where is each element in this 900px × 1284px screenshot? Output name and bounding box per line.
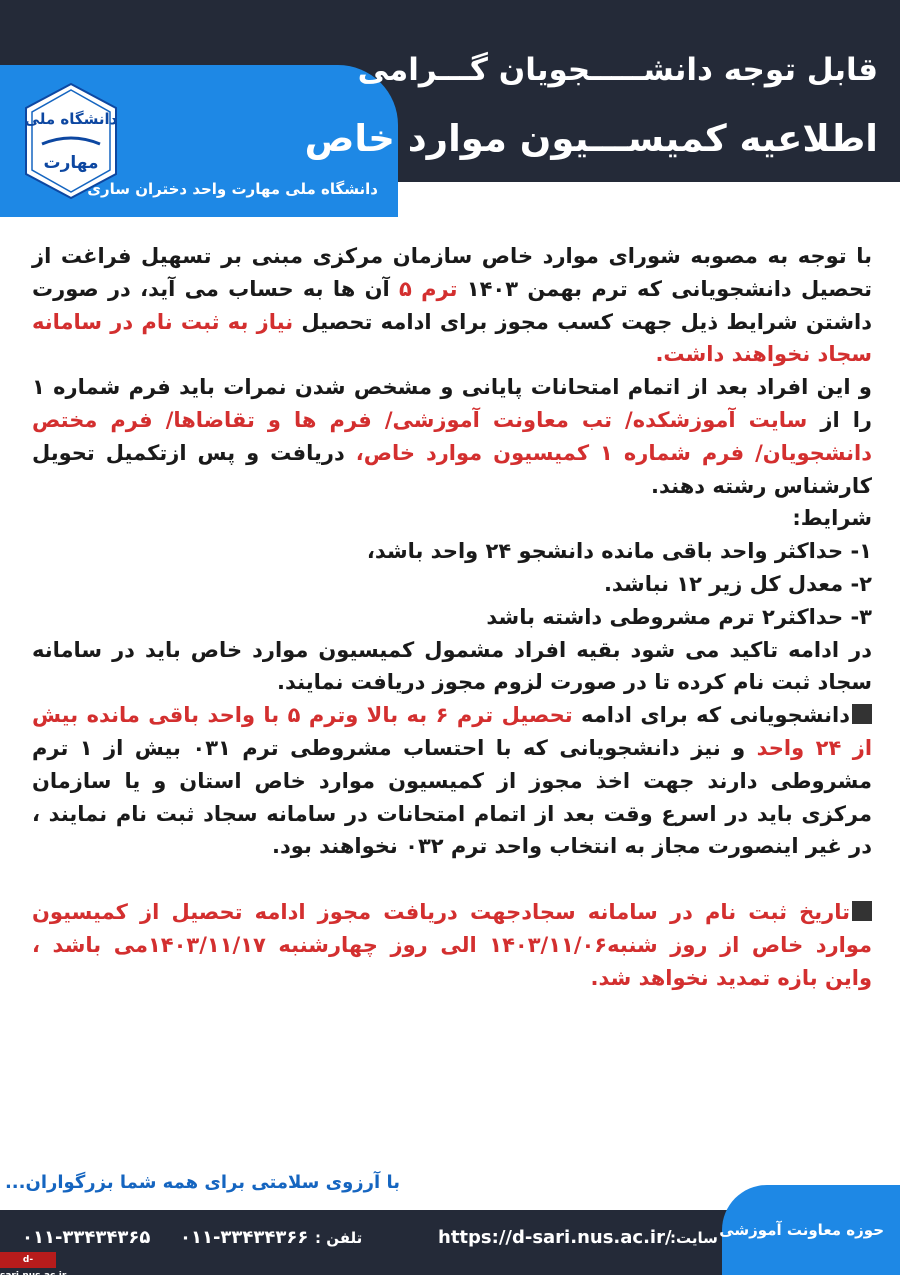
logo-text-top: دانشگاه ملی	[24, 110, 118, 128]
condition-2: ۲- معدل کل زیر ۱۲ نباشد.	[603, 571, 872, 596]
p5-registration-dates: تاریخ ثبت نام در سامانه سجادجهت دریافت مجوز ادامه تحصیل از کمیسیون موارد خاص از روز شنبه۱۴۰۳/۱۱/۰۶ الی روز چهارشنبه ۱۴۰۳/۱۱/۱۷می باشد ، واین بازه تمدید نخواهد شد.	[32, 900, 873, 990]
p1-highlight-no-registration: نیاز به ثبت نام در سامانه سجاد نخواهند داشت.	[32, 309, 872, 367]
condition-1: ۱- حداکثر واحد باقی مانده دانشجو ۲۴ واحد باشد،	[366, 539, 872, 564]
p4-text-b: و نیز دانشجویانی که با احتساب مشروطی ترم ۰۳۱ بیش از ۱ ترم مشروطی دارند جهت اخذ مجوز از کمیسیون موارد خاص استان و یا سازمان مرکزی باید در اسرع وقت بعد از اتمام امتحانات در سامانه سجاد ثبت نام نمایند ، در غیر اینصورت مجاز به انتخاب واحد ترم ۰۳۲ نخواهند بود.	[32, 735, 872, 859]
footer-department: حوزه معاونت آموزشی	[719, 1221, 884, 1239]
closing-wish: با آرزوی سلامتی برای همه شما بزرگواران...	[4, 1172, 400, 1193]
p1-text-b: آن ها به حساب می آید، در صورت داشتن شرایط ذیل جهت کسب مجوز برای ادامه تحصیل	[32, 276, 872, 334]
paragraph-3: در ادامه تاکید می شود بقیه افراد مشمول کمیسیون موارد خاص باید در سامانه سجاد ثبت نام کرده تا در صورت لزوم مجوز دریافت نمایند.	[32, 637, 872, 695]
conditions-title: شرایط:	[792, 506, 872, 531]
footer-phone-label: تلفن :	[315, 1229, 363, 1247]
footer-site-label: سایت:	[670, 1229, 718, 1247]
p1-highlight-term: ترم ۵	[399, 276, 458, 301]
square-bullet-icon	[852, 901, 872, 921]
square-bullet-icon	[852, 704, 872, 724]
condition-3: ۳- حداکثر۲ ترم مشروطی داشته باشد	[486, 604, 872, 629]
header-title-line1: قابل توجه دانشـــــجویان گـــرامی	[357, 52, 878, 88]
p4-text-a: دانشجویانی که برای ادامه	[572, 703, 850, 728]
university-name: دانشگاه ملی مهارت واحد دختران ساری	[87, 180, 378, 198]
paragraph-4	[32, 699, 872, 863]
p2-text-a: و این افراد بعد از اتمام امتحانات پایانی و مشخص شدن نمرات باید فرم شماره ۱ را از	[32, 375, 872, 432]
p1-text-a: با توجه به مصوبه شورای موارد خاص سازمان مرکزی مبنی بر تسهیل فراغت از تحصیل دانشجویانی که ترم بهمن ۱۴۰۳	[32, 244, 872, 301]
footer-phone-2: ۰۱۱-۳۳۴۳۴۳۶۵	[22, 1227, 151, 1248]
p4-highlight: تحصیل ترم ۶ به بالا وترم ۵ با واحد باقی مانده بیش از ۲۴ واحد	[32, 703, 873, 760]
p2-form-path: سایت آموزشکده/ تب معاونت آموزشی/ فرم ها و تقاضاها/ فرم مختص دانشجویان/ فرم شماره ۱ کمیسیون موارد خاص،	[32, 407, 872, 465]
header-title-line2: اطلاعیه کمیســـیون موارد خاص	[304, 117, 878, 160]
paragraph-2	[32, 371, 872, 502]
announcement-body	[32, 240, 872, 995]
p2-text-b: دریافت و پس ازتکمیل تحویل کارشناس رشته دهند.	[32, 440, 872, 498]
footer-phone-1: ۰۱۱-۳۳۴۳۴۳۶۶	[180, 1227, 309, 1248]
footer-site-link[interactable]: https://d-sari.nus.ac.ir/	[438, 1227, 672, 1248]
logo-text-bottom: مهارت	[43, 153, 99, 173]
paragraph-5	[32, 896, 872, 994]
watermark-badge: d-sari.nus.ac.ir	[0, 1252, 56, 1268]
paragraph-1	[32, 240, 872, 371]
spacer	[32, 863, 872, 896]
